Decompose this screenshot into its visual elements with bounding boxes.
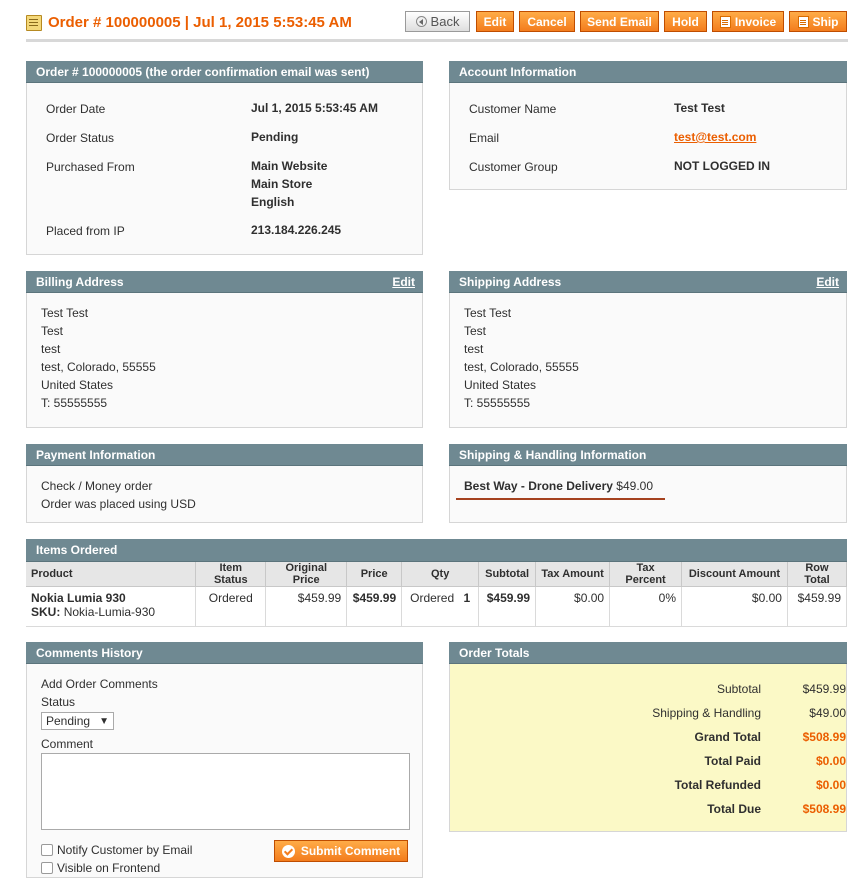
notify-customer-label: Notify Customer by Email	[57, 843, 193, 857]
billing-line: Test Test	[41, 306, 89, 320]
header-divider	[26, 39, 848, 42]
cell-qty: Ordered 1	[402, 587, 479, 627]
shipping-line: Test Test	[464, 306, 512, 320]
payment-info-header: Payment Information	[26, 444, 423, 466]
back-arrow-icon	[416, 16, 427, 27]
shipping-method-price: $49.00	[616, 479, 653, 493]
shipping-edit-link[interactable]: Edit	[816, 275, 839, 289]
purchased-from-website: Main Website	[251, 159, 328, 173]
product-sku: SKU: Nokia-Lumia-930	[31, 605, 156, 619]
col-product: Product	[26, 562, 196, 587]
shipping-handling-value: $49.00	[809, 706, 846, 720]
order-date-label: Order Date	[46, 102, 106, 116]
col-row-total: Row Total	[787, 562, 846, 587]
col-qty: Qty	[402, 562, 479, 587]
payment-method: Check / Money order	[41, 479, 153, 493]
billing-edit-link[interactable]: Edit	[392, 275, 415, 289]
back-button[interactable]: Back	[405, 11, 470, 32]
order-status-value: Pending	[251, 130, 299, 144]
col-discount-amount: Discount Amount	[682, 562, 788, 587]
status-select[interactable]: Pending ▼	[41, 712, 114, 730]
placed-ip-value: 213.184.226.245	[251, 223, 342, 237]
ship-icon	[798, 16, 809, 28]
shipping-line: Test	[464, 324, 487, 338]
col-subtotal: Subtotal	[479, 562, 536, 587]
customer-group-label: Customer Group	[469, 160, 558, 174]
page-title-text: Order # 100000005 | Jul 1, 2015 5:53:45 AM	[48, 14, 352, 31]
cell-product	[26, 587, 196, 627]
table-row	[26, 587, 847, 627]
cell-tax-percent: 0%	[610, 587, 682, 627]
hold-button[interactable]: Hold	[664, 11, 707, 32]
comments-history-header: Comments History	[26, 642, 423, 664]
purchased-from-view: English	[251, 195, 295, 209]
items-table	[26, 562, 847, 627]
cell-subtotal: $459.99	[479, 587, 536, 627]
page-title	[26, 14, 352, 31]
shipping-handling-header: Shipping & Handling Information	[449, 444, 847, 466]
comment-textarea[interactable]	[41, 753, 410, 830]
customer-name-label: Customer Name	[469, 102, 557, 116]
shipping-address-header: Shipping Address Edit	[449, 271, 847, 293]
add-comments-label: Add Order Comments	[41, 677, 158, 691]
cell-row-total: $459.99	[787, 587, 846, 627]
col-price: Price	[347, 562, 402, 587]
order-totals-header: Order Totals	[449, 642, 847, 664]
cell-item-status: Ordered	[196, 587, 266, 627]
email-label: Email	[469, 131, 500, 145]
order-icon	[26, 15, 42, 31]
grand-total-value: $508.99	[802, 730, 846, 744]
comment-label: Comment	[41, 737, 94, 751]
visible-frontend-label: Visible on Frontend	[57, 861, 161, 875]
total-due-label: Total Due	[707, 802, 761, 816]
shipping-line: test	[464, 342, 484, 356]
billing-line: T: 55555555	[41, 396, 108, 410]
col-tax-amount: Tax Amount	[536, 562, 610, 587]
invoice-icon	[720, 16, 731, 28]
billing-line: Test	[41, 324, 64, 338]
total-refunded-label: Total Refunded	[674, 778, 761, 792]
col-tax-percent: Tax Percent	[610, 562, 682, 587]
shipping-method	[464, 477, 653, 495]
billing-line: United States	[41, 378, 114, 392]
shipping-method-name: Best Way - Drone Delivery	[464, 479, 613, 493]
cell-original-price: $459.99	[266, 587, 347, 627]
order-date-value: Jul 1, 2015 5:53:45 AM	[251, 101, 378, 115]
shipping-line: United States	[464, 378, 537, 392]
status-label: Status	[41, 695, 76, 709]
account-info-header: Account Information	[449, 61, 847, 83]
subtotal-label: Subtotal	[716, 682, 761, 696]
cell-tax-amount: $0.00	[536, 587, 610, 627]
billing-line: test, Colorado, 55555	[41, 360, 156, 374]
shipping-line: test, Colorado, 55555	[464, 360, 579, 374]
ship-button[interactable]: Ship	[789, 11, 847, 32]
cancel-button[interactable]: Cancel	[519, 11, 575, 32]
customer-name-value: Test Test	[674, 101, 725, 115]
submit-comment-button[interactable]: Submit Comment	[274, 840, 408, 862]
grand-total-label: Grand Total	[694, 730, 761, 744]
placed-ip-label: Placed from IP	[46, 224, 125, 238]
cell-price: $459.99	[347, 587, 402, 627]
check-icon	[282, 845, 295, 858]
cell-discount: $0.00	[682, 587, 788, 627]
col-original-price: Original Price	[266, 562, 347, 587]
total-due-value: $508.99	[802, 802, 846, 816]
product-name: Nokia Lumia 930	[31, 591, 126, 605]
shipping-line: T: 55555555	[464, 396, 531, 410]
subtotal-value: $459.99	[802, 682, 846, 696]
send-email-button[interactable]: Send Email	[580, 11, 659, 32]
purchased-from-store: Main Store	[251, 177, 313, 191]
order-info-header: Order # 100000005 (the order confirmation email was sent)	[26, 61, 423, 83]
order-status-label: Order Status	[46, 131, 115, 145]
billing-line: test	[41, 342, 61, 356]
total-refunded-value: $0.00	[815, 778, 846, 792]
shipping-handling-label: Shipping & Handling	[652, 706, 761, 720]
total-paid-value: $0.00	[815, 754, 846, 768]
payment-currency: Order was placed using USD	[41, 497, 196, 511]
dropdown-arrow-icon: ▼	[99, 715, 109, 727]
col-item-status: Item Status	[196, 562, 266, 587]
invoice-button[interactable]: Invoice	[712, 11, 784, 32]
customer-group-value: NOT LOGGED IN	[674, 159, 770, 173]
order-totals-box	[449, 664, 847, 832]
total-paid-label: Total Paid	[704, 754, 761, 768]
notify-customer-checkbox[interactable]	[41, 844, 53, 856]
visible-frontend-checkbox[interactable]	[41, 862, 53, 874]
items-ordered-header: Items Ordered	[26, 539, 847, 562]
customer-email-link[interactable]: test@test.com	[674, 130, 757, 144]
purchased-from-label: Purchased From	[46, 160, 135, 174]
shipping-method-underline	[456, 498, 665, 500]
billing-address-header: Billing Address Edit	[26, 271, 423, 293]
edit-button[interactable]: Edit	[476, 11, 514, 32]
